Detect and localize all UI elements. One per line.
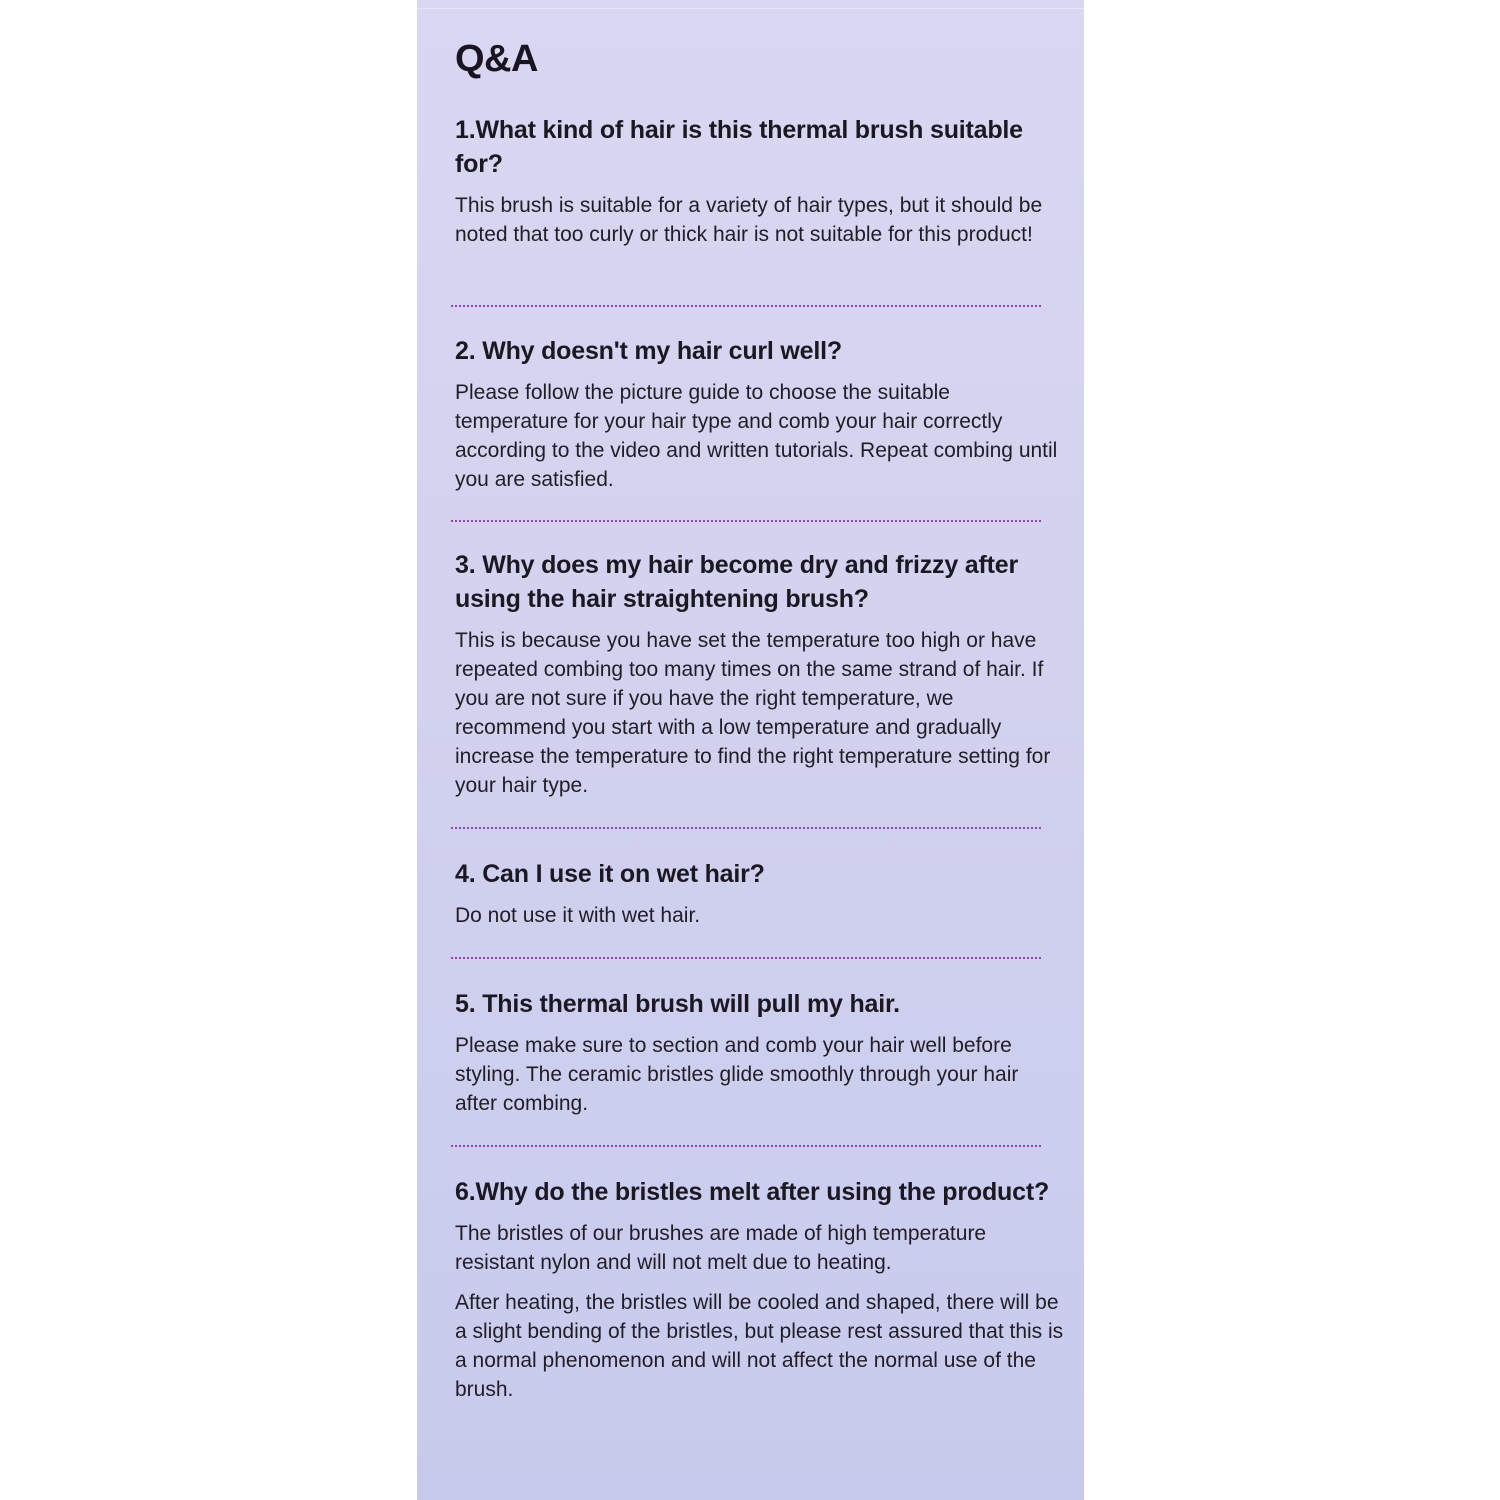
- answer-4: Do not use it with wet hair.: [455, 904, 701, 927]
- qa-item-5: [455, 987, 1065, 1118]
- dotted-separator: [451, 305, 1041, 307]
- answer-1: This brush is suitable for a variety of hair types, but it should be noted that too curly or thick hair is not suitable for this product!: [455, 194, 1043, 246]
- answer-3: This is because you have set the temperature too high or have repeated combing too many times on the same strand of hair. If you are not sure if you have the right temperature, we recommend you start with a low temperature and gradually increase the temperature to find the right temperature setting for your hair type.: [455, 629, 1051, 797]
- dotted-separator: [451, 827, 1041, 829]
- dotted-separator: [451, 1145, 1041, 1147]
- qa-panel: [417, 0, 1084, 1500]
- dotted-separator: [451, 957, 1041, 959]
- question-3: 3. Why does my hair become dry and frizzy after using the hair straightening brush?: [455, 551, 1018, 613]
- qa-item-4: [455, 857, 1065, 930]
- answer-2: Please follow the picture guide to choose the suitable temperature for your hair type and comb your hair correctly according to the video and written tutorials. Repeat combing until you are satisfied.: [455, 381, 1058, 491]
- question-2: 2. Why doesn't my hair curl well?: [455, 337, 842, 365]
- question-5: 5. This thermal brush will pull my hair.: [455, 990, 900, 1018]
- question-1: 1.What kind of hair is this thermal brush suitable for?: [455, 116, 1023, 178]
- question-4: 4. Can I use it on wet hair?: [455, 860, 765, 888]
- question-6: 6.Why do the bristles melt after using the product?: [455, 1178, 1050, 1206]
- answer-5: Please make sure to section and comb your hair well before styling. The ceramic bristles glide smoothly through your hair after combing.: [455, 1034, 1019, 1115]
- qa-item-3: [455, 548, 1065, 800]
- dotted-separator: [451, 520, 1041, 522]
- answer-6a: The bristles of our brushes are made of high temperature resistant nylon and will not melt due to heating.: [455, 1222, 987, 1274]
- qa-item-2: [455, 334, 1065, 494]
- page-title: Q&A: [455, 38, 538, 80]
- qa-item-1: [455, 113, 1065, 249]
- answer-6b: After heating, the bristles will be cooled and shaped, there will be a slight bending of the bristles, but please rest assured that this is a normal phenomenon and will not affect the normal use of the brush.: [455, 1291, 1064, 1401]
- qa-item-6: [455, 1175, 1065, 1404]
